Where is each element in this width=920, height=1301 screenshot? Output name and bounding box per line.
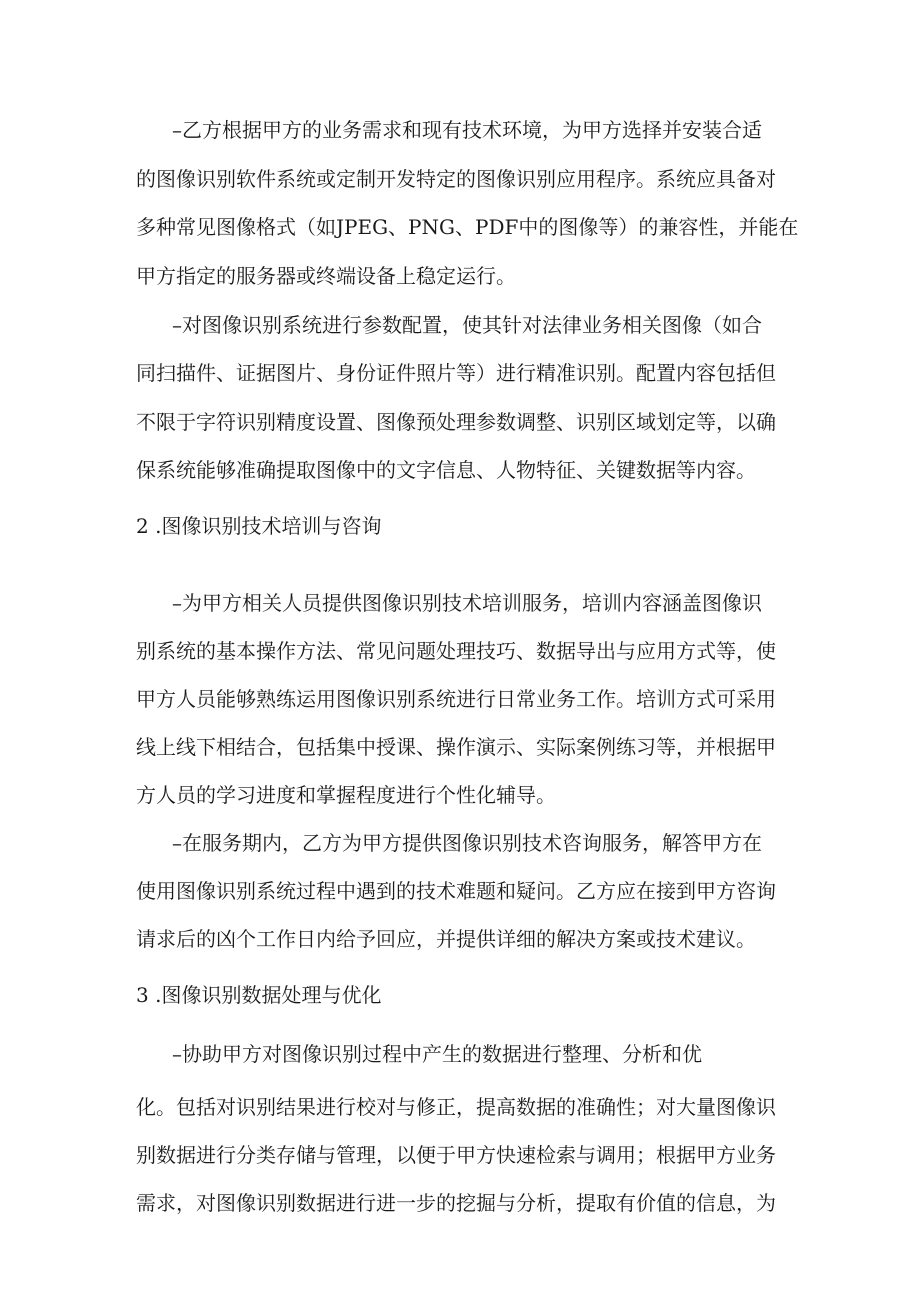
section-heading: 2 .图像识别技术培训与咨询 — [136, 514, 382, 538]
text-line: 请求后的凶个工作日内给予回应，并提供详细的解决方案或技术建议。 — [136, 927, 756, 951]
text-line: 线上线下相结合，包括集中授课、操作演示、实际案例练习等，并根据甲 — [136, 735, 776, 759]
text-line: 甲方指定的服务器或终端设备上稳定运行。 — [136, 264, 516, 288]
text-line: 别数据进行分类存储与管理，以便于甲方快速检索与调用；根据甲方业务 — [136, 1143, 776, 1167]
text-line: 方人员的学习进度和掌握程度进行个性化辅导。 — [136, 783, 556, 807]
text-line: –乙方根据甲方的业务需求和现有技术环境，为甲方选择并安装合适 — [172, 118, 762, 142]
text-line: –对图像识别系统进行参数配置，使其针对法律业务相关图像（如合 — [172, 313, 762, 337]
text-line: 的图像识别软件系统或定制开发特定的图像识别应用程序。系统应具备对 — [136, 167, 776, 191]
text-line: 保系统能够准确提取图像中的文字信息、人物特征、关键数据等内容。 — [136, 458, 756, 482]
text-line: 化。包括对识别结果进行校对与修正，提高数据的准确性；对大量图像识 — [136, 1095, 776, 1119]
section-heading: 3 .图像识别数据处理与优化 — [136, 983, 382, 1007]
text-line: –为甲方相关人员提供图像识别技术培训服务，培训内容涵盖图像识 — [172, 591, 762, 615]
text-line: 别系统的基本操作方法、常见问题处理技巧、数据导出与应用方式等，使 — [136, 639, 776, 663]
text-line: 同扫描件、证据图片、身份证件照片等）进行精准识别。配置内容包括但 — [136, 361, 776, 385]
text-line: –在服务期内，乙方为甲方提供图像识别技术咨询服务，解答甲方在 — [172, 831, 762, 855]
text-line: 不限于字符识别精度设置、图像预处理参数调整、识别区域划定等，以确 — [136, 410, 776, 434]
text-line: 需求，对图像识别数据进行进一步的挖掘与分析，提取有价值的信息，为 — [136, 1191, 776, 1215]
text-line: 使用图像识别系统过程中遇到的技术难题和疑问。乙方应在接到甲方咨询 — [136, 879, 776, 903]
text-line: 多种常见图像格式（如JPEG、PNG、PDF中的图像等）的兼容性，并能在 — [136, 215, 799, 239]
text-line: –协助甲方对图像识别过程中产生的数据进行整理、分析和优 — [172, 1042, 702, 1066]
text-line: 甲方人员能够熟练运用图像识别系统进行日常业务工作。培训方式可采用 — [136, 687, 776, 711]
